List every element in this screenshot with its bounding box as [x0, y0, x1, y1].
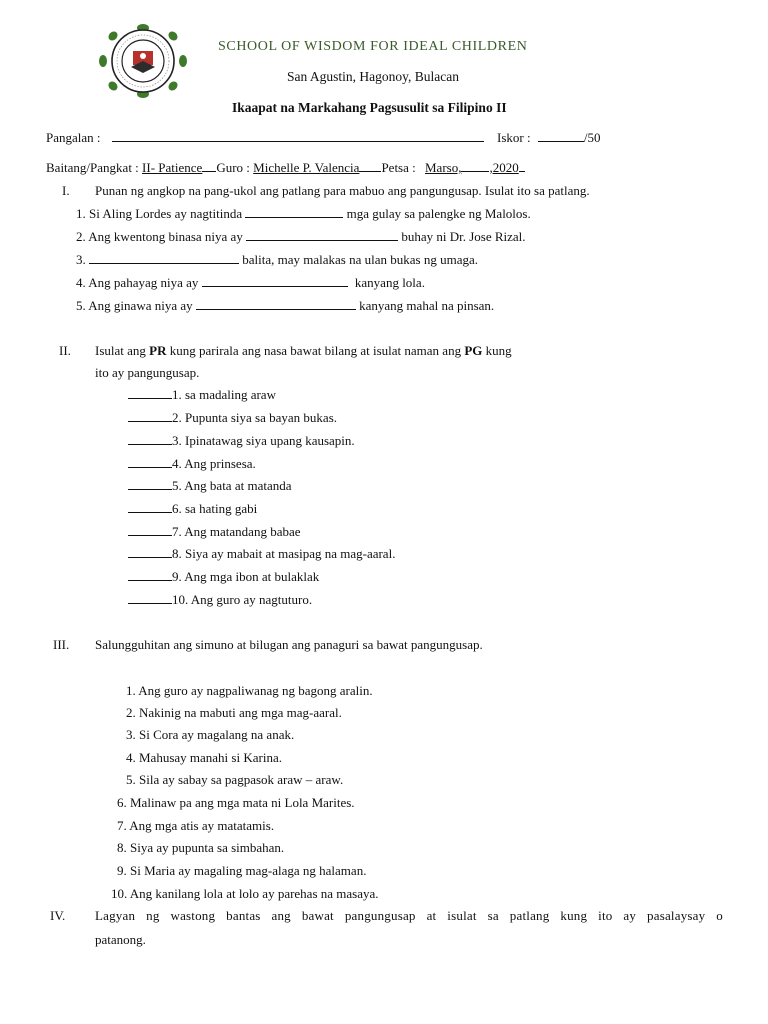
date-underline — [519, 160, 525, 172]
grade-underline — [202, 160, 216, 172]
date-year: ,2020 — [489, 160, 519, 175]
part4-instruction-line2: patanong. — [95, 932, 146, 947]
item-text: Ang pahayag niya ay — [88, 275, 199, 290]
item-number: 4. — [76, 275, 86, 290]
answer-blank[interactable] — [128, 592, 172, 604]
part1-item — [76, 206, 531, 222]
item-text: 8. Siya ay mabait at masipag na mag-aaral. — [172, 546, 396, 561]
part3-item — [117, 840, 284, 856]
item-text: 4. Ang prinsesa. — [172, 456, 256, 471]
part3-item — [117, 818, 274, 834]
item-number: 2. — [126, 705, 136, 720]
score-field[interactable] — [538, 130, 584, 142]
part2-item — [128, 433, 355, 449]
part2-item — [128, 387, 276, 403]
part2-item — [128, 478, 292, 494]
item-number: 6. — [117, 795, 127, 810]
item-text: 3. Ipinatawag siya upang kausapin. — [172, 433, 355, 448]
part2-item — [128, 456, 256, 472]
item-text: Malinaw pa ang mga mata ni Lola Marites. — [130, 795, 355, 810]
score-label: Iskor : — [497, 130, 531, 145]
answer-blank[interactable] — [245, 206, 343, 218]
part3-numeral: III. — [53, 637, 70, 652]
answer-blank[interactable] — [128, 456, 172, 468]
answer-blank[interactable] — [128, 478, 172, 490]
part1-item — [76, 298, 494, 314]
item-number: 7. — [117, 818, 127, 833]
item-number: 1. — [76, 206, 86, 221]
answer-blank[interactable] — [128, 433, 172, 445]
answer-blank[interactable] — [128, 387, 172, 399]
date-day-field[interactable] — [461, 160, 489, 172]
name-label: Pangalan : — [46, 130, 101, 145]
part3-item — [126, 750, 282, 766]
item-number: 2. — [76, 229, 86, 244]
part2-item — [128, 501, 257, 517]
item-text: balita, may malakas na ulan bukas ng umaga. — [242, 252, 478, 267]
part3-item — [126, 683, 373, 699]
part2-instruction-line2: ito ay pangungusap. — [95, 365, 200, 380]
item-text: 10. Ang guro ay nagtuturo. — [172, 592, 313, 607]
item-text: Mahusay manahi si Karina. — [139, 750, 282, 765]
item-text: Ang ginawa niya ay — [88, 298, 193, 313]
name-row — [46, 130, 600, 146]
instruction-text: kung — [485, 343, 512, 358]
item-text: Si Cora ay magalang na anak. — [139, 727, 295, 742]
part1-instruction: Punan ng angkop na pang-ukol ang patlang para mabuo ang pangungusap. Isulat ito sa patlang. — [95, 183, 590, 198]
part3-item — [126, 705, 342, 721]
date-label: Petsa : — [381, 160, 416, 175]
exam-title: Ikaapat na Markahang Pagsusulit sa Filipino II — [232, 100, 507, 115]
part3-instruction: Salungguhitan ang simuno at bilugan ang panaguri sa bawat pangungusap. — [95, 637, 483, 652]
item-text: kanyang mahal na pinsan. — [359, 298, 495, 313]
part1-item — [76, 275, 425, 291]
part2-item — [128, 569, 319, 585]
item-text: Ang kwentong binasa niya ay — [88, 229, 243, 244]
item-text: 2. Pupunta siya sa bayan bukas. — [172, 410, 338, 425]
item-number: 8. — [117, 840, 127, 855]
item-text: Si Aling Lordes ay nagtitinda — [89, 206, 243, 221]
part3-item — [111, 886, 379, 902]
item-number: 3. — [76, 252, 86, 267]
part3-item — [126, 772, 343, 788]
item-number: 5. — [76, 298, 86, 313]
answer-blank[interactable] — [128, 546, 172, 558]
teacher-label: Guro : — [216, 160, 250, 175]
item-text: kanyang lola. — [354, 275, 425, 290]
answer-blank[interactable] — [202, 275, 348, 287]
answer-blank[interactable] — [89, 252, 239, 264]
score-total: /50 — [583, 130, 601, 145]
item-text: Siya ay pupunta sa simbahan. — [130, 840, 285, 855]
answer-blank[interactable] — [128, 569, 172, 581]
school-address: San Agustin, Hagonoy, Bulacan — [287, 69, 459, 84]
school-seal-logo — [99, 22, 187, 100]
item-text: 1. sa madaling araw — [172, 387, 276, 402]
pg-code: PG — [464, 343, 483, 358]
date-month: Marso, — [425, 160, 462, 175]
item-text: 6. sa hating gabi — [172, 501, 258, 516]
pr-code: PR — [149, 343, 167, 358]
name-field[interactable] — [112, 130, 484, 142]
part4-numeral: IV. — [50, 908, 66, 923]
grade-row — [46, 160, 525, 176]
teacher-underline — [359, 160, 381, 172]
item-text: Ang guro ay nagpaliwanag ng bagong aralin. — [138, 683, 373, 698]
item-number: 4. — [126, 750, 136, 765]
part1-numeral: I. — [62, 183, 70, 198]
part4-instruction: Lagyan ng wastong bantas ang bawat pangungusap at isulat sa patlang kung ito ay pasalaysay o — [95, 908, 723, 923]
part3-item — [117, 863, 366, 879]
answer-blank[interactable] — [128, 410, 172, 422]
item-text: mga gulay sa palengke ng Malolos. — [346, 206, 531, 221]
part3-item — [117, 795, 355, 811]
part1-item — [76, 252, 478, 268]
grade-label: Baitang/Pangkat : — [46, 160, 139, 175]
school-name: SCHOOL OF WISDOM FOR IDEAL CHILDREN — [218, 39, 528, 54]
answer-blank[interactable] — [196, 298, 356, 310]
item-number: 1. — [126, 683, 136, 698]
part3-item — [126, 727, 294, 743]
item-number: 3. — [126, 727, 136, 742]
item-text: 7. Ang matandang babae — [172, 524, 301, 539]
answer-blank[interactable] — [128, 501, 172, 513]
part2-instruction — [95, 343, 512, 359]
instruction-text: kung parirala ang nasa bawat bilang at isulat naman ang — [169, 343, 462, 358]
item-number: 9. — [117, 863, 127, 878]
part1-item — [76, 229, 526, 245]
item-text: Ang kanilang lola at lolo ay parehas na masaya. — [129, 886, 379, 901]
item-text: 5. Ang bata at matanda — [172, 478, 292, 493]
part2-numeral: II. — [59, 343, 71, 358]
item-number: 5. — [126, 772, 136, 787]
answer-blank[interactable] — [128, 524, 172, 536]
item-text: Nakinig na mabuti ang mga mag-aaral. — [139, 705, 342, 720]
item-text: Ang mga atis ay matatamis. — [129, 818, 275, 833]
teacher-value: Michelle P. Valencia — [253, 160, 360, 175]
grade-value: II- Patience — [142, 160, 203, 175]
part2-item — [128, 524, 301, 540]
item-text: buhay ni Dr. Jose Rizal. — [401, 229, 526, 244]
item-text: 9. Ang mga ibon at bulaklak — [172, 569, 320, 584]
item-number: 10. — [111, 886, 128, 901]
item-text: Sila ay sabay sa pagpasok araw – araw. — [139, 772, 344, 787]
part2-item — [128, 410, 337, 426]
instruction-text: Isulat ang — [95, 343, 146, 358]
item-text: Si Maria ay magaling mag-alaga ng halaman. — [130, 863, 367, 878]
part2-item — [128, 592, 312, 608]
answer-blank[interactable] — [246, 229, 398, 241]
part2-item — [128, 546, 395, 562]
